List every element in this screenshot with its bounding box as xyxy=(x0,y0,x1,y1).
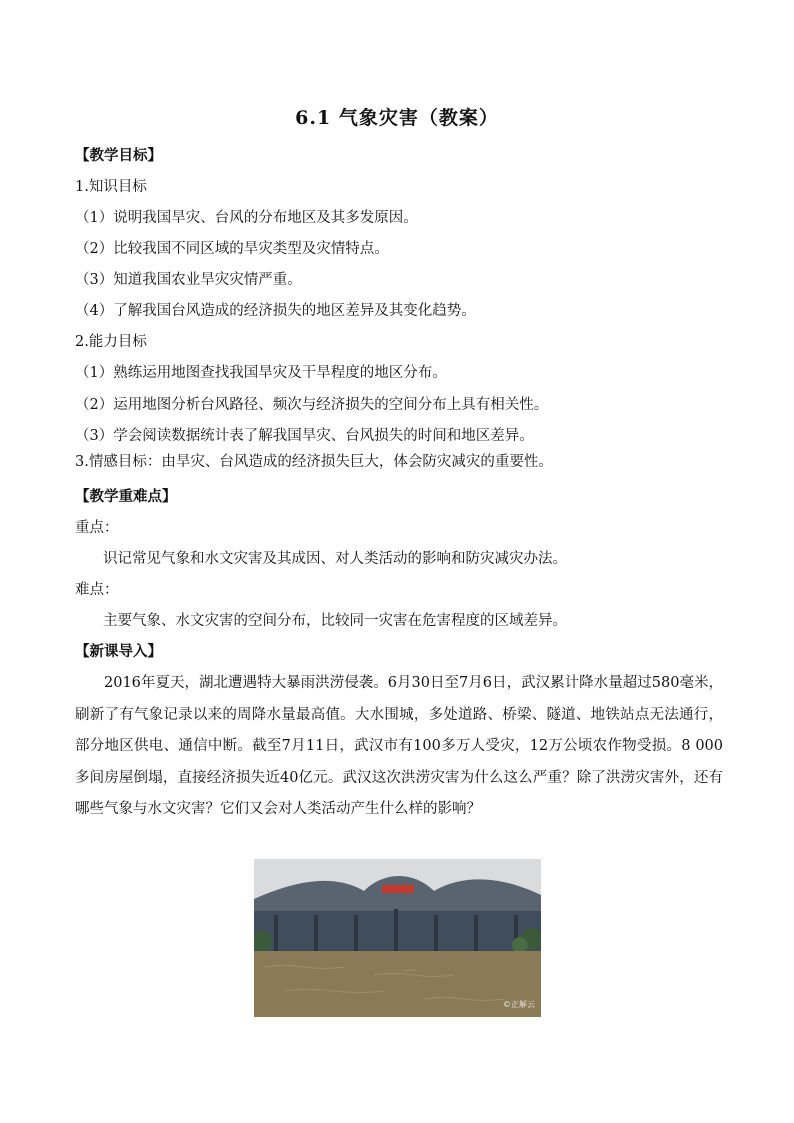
key-points-heading: 【教学重难点】 xyxy=(75,488,177,505)
knowledge-item-4: （4）了解我国台风造成的经济损失的地区差异及其变化趋势。 xyxy=(75,303,476,319)
emotion-objective: 3.情感目标：由旱灾、台风造成的经济损失巨大，体会防灾减灾的重要性。 xyxy=(75,454,553,470)
ability-objective-label: 2.能力目标 xyxy=(75,334,147,350)
intro-heading: 【新课导入】 xyxy=(75,643,162,660)
station-sign xyxy=(382,885,414,893)
key-point-label: 重点： xyxy=(75,520,119,536)
photo-credit: ©正解云 xyxy=(503,1000,535,1009)
ability-item-1: （1）熟练运用地图查找我国旱灾及干旱程度的地区分布。 xyxy=(75,365,447,381)
intro-paragraph: 2016年夏天，湖北遭遇特大暴雨洪涝侵袭。6月30日至7月6日，武汉累计降水量超过580毫米，刷新了有气象记录以来的周降水量最高值。大水围城，多处道路、桥梁、隧道、地铁站点无法通行，部分地区供电、通信中断。截至7月11日，武汉市有100多万人受灾，12万公顷农作物受损。8 000多间房屋倒塌，直接经济损失近40亿元。武汉这次洪涝灾害为什么这么严重？除了洪涝灾害外，还有哪些气象与水文灾害？它们又会对人类活动产生什么样的影响？ xyxy=(75,675,723,817)
flooded-station-photo xyxy=(254,859,541,1017)
knowledge-item-2: （2）比较我国不同区域的旱灾类型及灾情特点。 xyxy=(75,241,389,257)
flood-water xyxy=(254,951,541,1017)
objectives-heading: 【教学目标】 xyxy=(75,147,162,164)
knowledge-objective-label: 1.知识目标 xyxy=(75,179,147,195)
ability-item-2: （2）运用地图分析台风路径、频次与经济损失的空间分布上具有相关性。 xyxy=(75,397,549,413)
difficult-point-label: 难点： xyxy=(75,582,119,598)
knowledge-item-3: （3）知道我国农业旱灾灾情严重。 xyxy=(75,272,302,288)
page-title: 6.1 气象灾害（教案） xyxy=(295,107,499,129)
key-point-text: 识记常见气象和水文灾害及其成因、对人类活动的影响和防灾减灾办法。 xyxy=(103,551,567,567)
ability-item-3: （3）学会阅读数据统计表了解我国旱灾、台风损失的时间和地区差异。 xyxy=(75,428,534,444)
knowledge-item-1: （1）说明我国旱灾、台风的分布地区及其多发原因。 xyxy=(75,210,418,226)
flooded-station-illustration xyxy=(254,859,541,1017)
difficult-point-text: 主要气象、水文灾害的空间分布，比较同一灾害在危害程度的区域差异。 xyxy=(103,613,567,629)
